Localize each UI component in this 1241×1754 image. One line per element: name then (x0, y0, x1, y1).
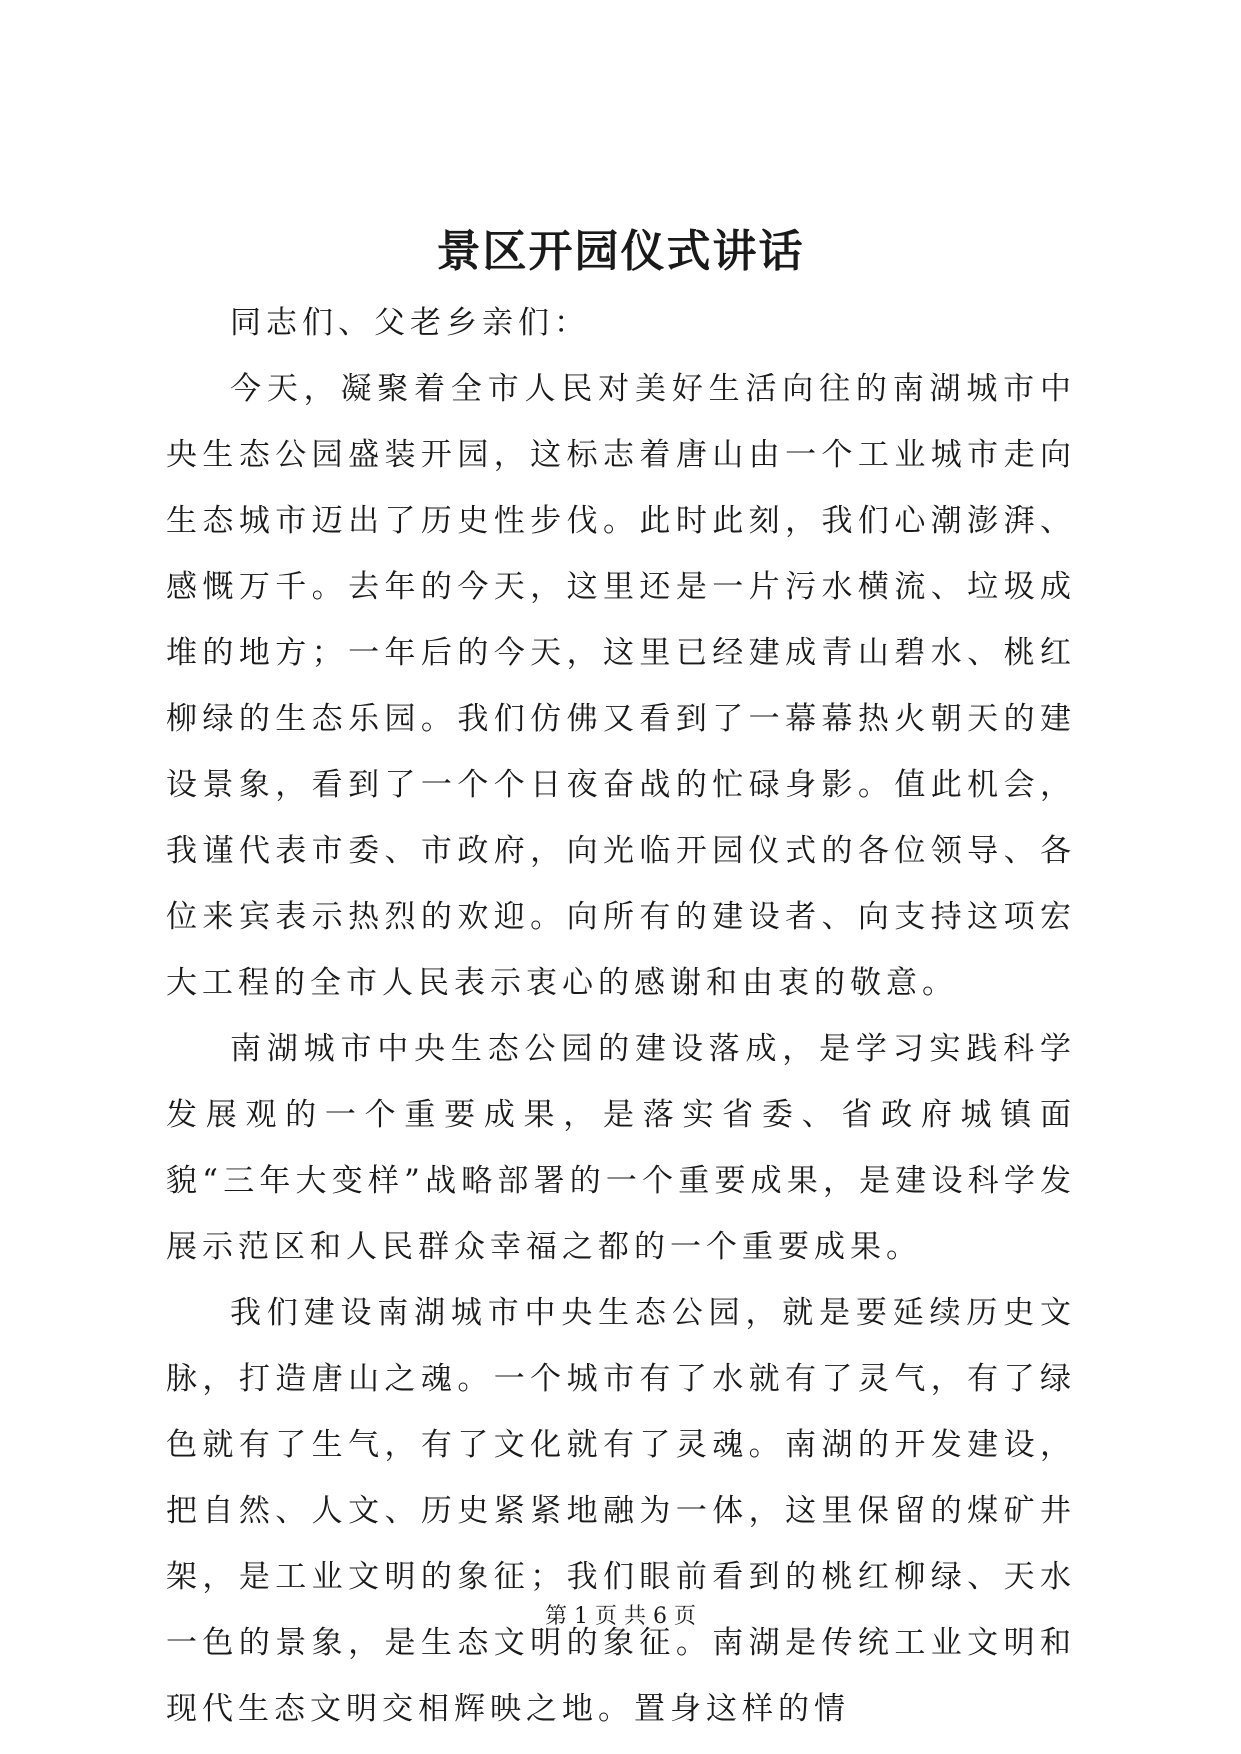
document-body (166, 290, 1076, 1742)
body-paragraph-2: 南湖城市中央生态公园的建设落成，是学习实践科学发展观的一个重要成果，是落实省委、省政府城镇面貌“三年大变样”战略部署的一个重要成果，是建设科学发展示范区和人民群众幸福之都的一个重要成果。 (166, 1031, 1076, 1265)
page-footer: 第 1 页 共 6 页 (545, 1604, 696, 1629)
document-title: 景区开园仪式讲话 (436, 226, 805, 277)
body-paragraph-1: 今天，凝聚着全市人民对美好生活向往的南湖城市中央生态公园盛装开园，这标志着唐山由一个工业城市走向生态城市迈出了历史性步伐。此时此刻，我们心潮澎湃、感慨万千。去年的今天，这里还是一片污水横流、垃圾成堆的地方；一年后的今天，这里已经建成青山碧水、桃红柳绿的生态乐园。我们仿佛又看到了一幕幕热火朝天的建设景象，看到了一个个日夜奋战的忙碌身影。值此机会，我谨代表市委、市政府，向光临开园仪式的各位领导、各位来宾表示热烈的欢迎。向所有的建设者、向支持这项宏大工程的全市人民表示衷心的感谢和由衷的敬意。 (166, 371, 1076, 1001)
body-paragraph-3: 我们建设南湖城市中央生态公园，就是要延续历史文脉，打造唐山之魂。一个城市有了水就有了灵气，有了绿色就有了生气，有了文化就有了灵魂。南湖的开发建设，把自然、人文、历史紧紧地融为一体，这里保留的煤矿井架，是工业文明的象征；我们眼前看到的桃红柳绿、天水一色的景象，是生态文明的象征。南湖是传统工业文明和现代生态文明交相辉映之地。置身这样的情 (166, 1295, 1076, 1727)
salutation-paragraph: 同志们、父老乡亲们： (230, 305, 590, 341)
